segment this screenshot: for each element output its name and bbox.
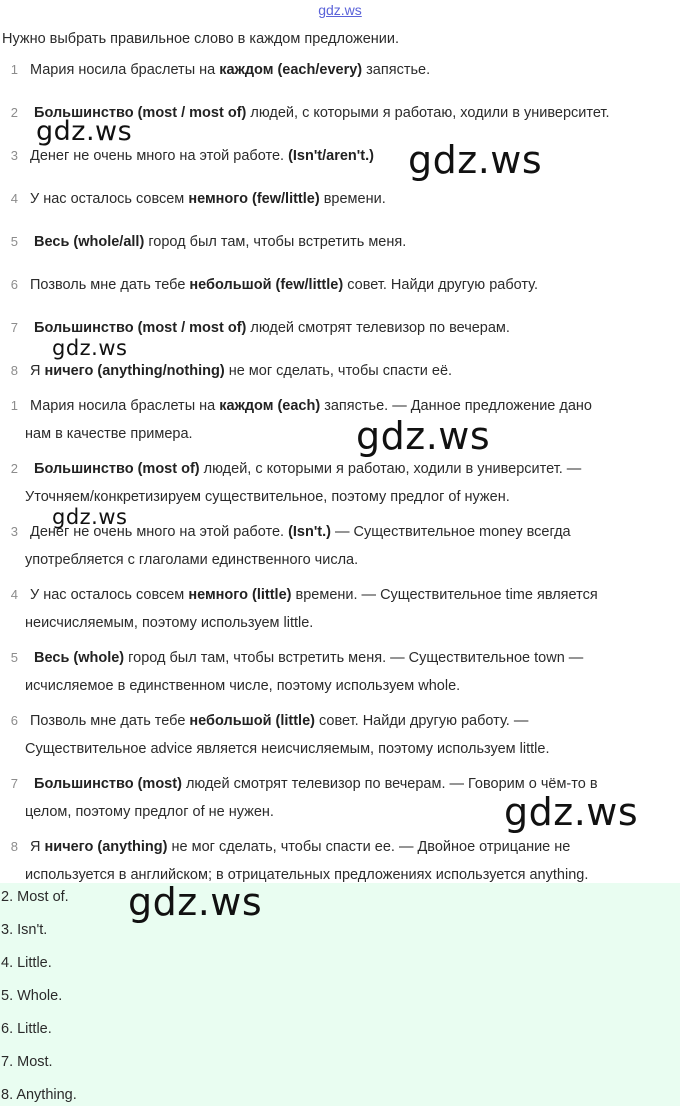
answer-item: 6. Little. bbox=[1, 1021, 52, 1037]
explanation-text-post: не мог сделать, чтобы спасти ее. — Двойное отрицание не bbox=[171, 839, 571, 855]
explanation-choice: ничего (anything) bbox=[44, 839, 168, 855]
item-number: 1 bbox=[10, 62, 18, 77]
explanation-item bbox=[0, 833, 676, 889]
task-item bbox=[0, 185, 676, 213]
explanation-item bbox=[0, 392, 676, 448]
task-text-pre: У нас осталось совсем bbox=[30, 191, 185, 207]
explanation-choice: небольшой (little) bbox=[189, 713, 315, 729]
explanation-choice: (Isn't.) bbox=[288, 524, 331, 540]
watermark: gdz.ws bbox=[52, 336, 128, 360]
explanation-text-post: времени. — Существительное time является bbox=[295, 587, 598, 603]
answer-item: 4. Little. bbox=[1, 955, 52, 971]
item-number: 8 bbox=[10, 363, 18, 378]
explanation-text-post: людей, с которыми я работаю, ходили в университет. — bbox=[203, 461, 582, 477]
explanation-text-post: город был там, чтобы встретить меня. — Существительное town — bbox=[128, 650, 584, 666]
item-number: 7 bbox=[10, 320, 18, 335]
task-choice: ничего (anything/nothing) bbox=[44, 363, 225, 379]
explanation-item bbox=[0, 455, 676, 511]
item-number: 1 bbox=[10, 398, 18, 413]
answer-item: 2. Most of. bbox=[1, 889, 69, 905]
item-number: 2 bbox=[10, 461, 18, 476]
explanation-choice: Большинство (most of) bbox=[34, 461, 200, 477]
explanation-continuation: употребляется с глаголами единственного числа. bbox=[25, 552, 359, 568]
explanation-continuation: целом, поэтому предлог of не нужен. bbox=[25, 804, 274, 820]
explanation-item bbox=[0, 707, 676, 763]
task-text-post: совет. Найди другую работу. bbox=[347, 277, 538, 293]
answer-item: 5. Whole. bbox=[1, 988, 63, 1004]
explanation-text-pre: Позволь мне дать тебе bbox=[30, 713, 186, 729]
answers-panel bbox=[0, 883, 680, 1106]
task-text-post: времени. bbox=[323, 191, 386, 207]
item-number: 3 bbox=[10, 148, 18, 163]
watermark: gdz.ws bbox=[408, 138, 543, 182]
task-item bbox=[0, 228, 676, 256]
item-number: 7 bbox=[10, 776, 18, 791]
task-choice: Большинство (most / most of) bbox=[34, 320, 247, 336]
explanation-text-pre: У нас осталось совсем bbox=[30, 587, 185, 603]
explanation-item bbox=[0, 581, 676, 637]
explanation-text-pre: Я bbox=[30, 839, 41, 855]
task-text-post: город был там, чтобы встретить меня. bbox=[148, 234, 407, 250]
task-item bbox=[0, 357, 676, 385]
task-text-post: не мог сделать, чтобы спасти её. bbox=[228, 363, 453, 379]
explanation-continuation: Уточняем/конкретизируем существительное, поэтому предлог of нужен. bbox=[25, 489, 510, 505]
explanation-text-post: совет. Найди другую работу. — bbox=[319, 713, 529, 729]
watermark: gdz.ws bbox=[356, 414, 491, 458]
answer-item: 3. Isn't. bbox=[1, 922, 48, 938]
task-choice: Большинство (most / most of) bbox=[34, 105, 247, 121]
task-choice: немного (few/little) bbox=[188, 191, 320, 207]
task-text-pre: Мария носила браслеты на bbox=[30, 62, 216, 78]
intro-text: Нужно выбрать правильное слово в каждом предложении. bbox=[2, 31, 400, 47]
explanation-text-post: людей смотрят телевизор по вечерам. — Говорим о чём-то в bbox=[185, 776, 598, 792]
watermark: gdz.ws bbox=[504, 790, 639, 834]
explanation-choice: немного (little) bbox=[188, 587, 292, 603]
task-text-pre: Денег не очень много на этой работе. bbox=[30, 148, 285, 164]
task-choice: небольшой (few/little) bbox=[189, 277, 344, 293]
explanation-choice: Весь (whole) bbox=[34, 650, 125, 666]
task-text-pre: Я bbox=[30, 363, 41, 379]
item-number: 5 bbox=[10, 650, 18, 665]
explanation-continuation: исчисляемое в единственном числе, поэтому используем whole. bbox=[25, 678, 461, 694]
task-choice: Весь (whole/all) bbox=[34, 234, 145, 250]
item-number: 4 bbox=[10, 587, 18, 602]
explanation-continuation: используется в английском; в отрицательных предложениях используется anything. bbox=[25, 867, 589, 883]
task-text-post: людей, с которыми я работаю, ходили в университет. bbox=[250, 105, 610, 121]
task-choice: (Isn't/aren't.) bbox=[288, 148, 374, 164]
task-text-post: запястье. bbox=[366, 62, 431, 78]
answer-item: 8. Anything. bbox=[1, 1087, 77, 1103]
explanation-text-post: запястье. — Данное предложение дано bbox=[324, 398, 592, 414]
explanation-text-pre: Мария носила браслеты на bbox=[30, 398, 216, 414]
item-number: 4 bbox=[10, 191, 18, 206]
task-item bbox=[0, 56, 676, 84]
explanation-continuation: Существительное advice является неисчисляемым, поэтому используем little. bbox=[25, 741, 550, 757]
task-text-pre: Позволь мне дать тебе bbox=[30, 277, 186, 293]
explanation-continuation: неисчисляемым, поэтому используем little. bbox=[25, 615, 314, 631]
item-number: 8 bbox=[10, 839, 18, 854]
answer-item: 7. Most. bbox=[1, 1054, 53, 1070]
explanation-choice: каждом (each) bbox=[219, 398, 321, 414]
watermark: gdz.ws bbox=[52, 505, 128, 529]
explanation-item bbox=[0, 644, 676, 700]
item-number: 2 bbox=[10, 105, 18, 120]
explanation-choice: Большинство (most) bbox=[34, 776, 182, 792]
item-number: 6 bbox=[10, 277, 18, 292]
item-number: 3 bbox=[10, 524, 18, 539]
explanation-text-pre: Денег не очень много на этой работе. bbox=[30, 524, 285, 540]
task-choice: каждом (each/every) bbox=[219, 62, 363, 78]
explanation-continuation: нам в качестве примера. bbox=[25, 426, 193, 442]
watermark: gdz.ws bbox=[128, 880, 263, 924]
task-item bbox=[0, 271, 676, 299]
item-number: 5 bbox=[10, 234, 18, 249]
watermark: gdz.ws bbox=[36, 116, 133, 147]
explanation-text-post: — Существительное money всегда bbox=[335, 524, 571, 540]
task-text-post: людей смотрят телевизор по вечерам. bbox=[250, 320, 510, 336]
item-number: 6 bbox=[10, 713, 18, 728]
site-link[interactable]: gdz.ws bbox=[318, 2, 362, 18]
